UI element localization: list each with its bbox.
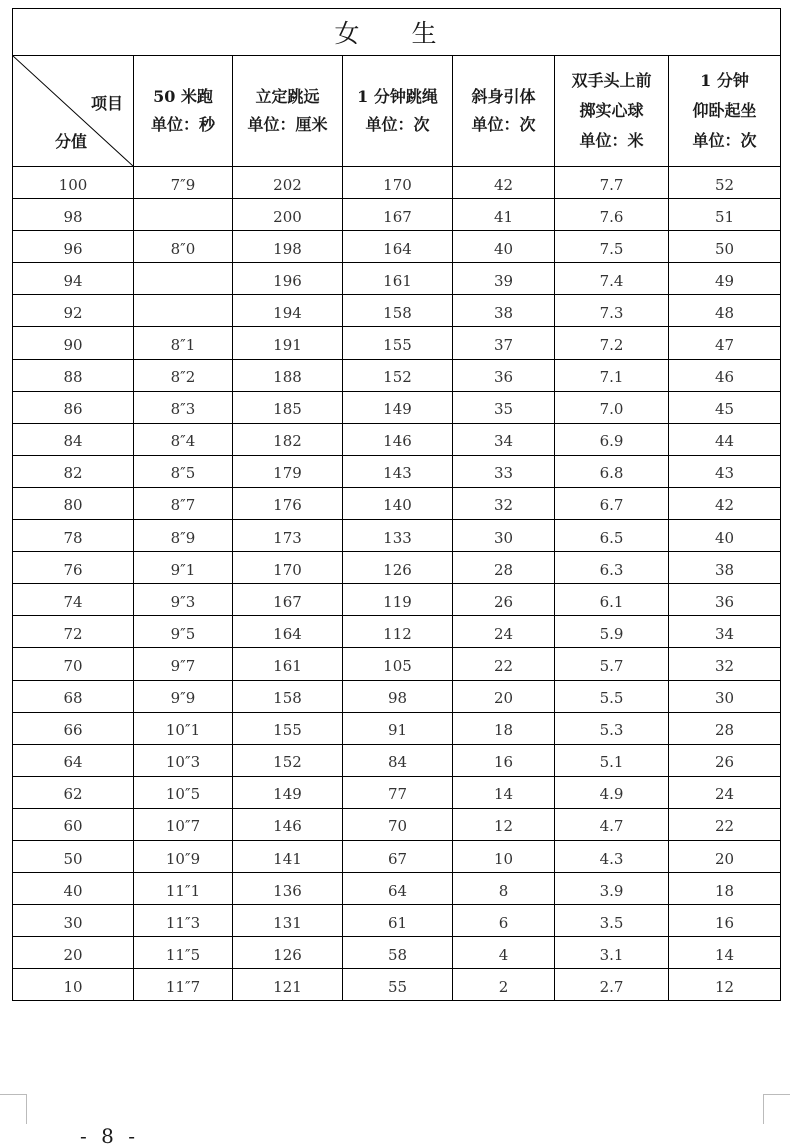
value-cell: 146 [343, 423, 453, 455]
corner-cell [13, 56, 134, 167]
col-situps [669, 56, 781, 167]
value-cell: 33 [453, 455, 555, 487]
header-row [13, 56, 781, 167]
table-row [13, 359, 781, 391]
value-cell: 119 [343, 584, 453, 616]
col-standing-long-jump [233, 56, 343, 167]
page-number: - 8 - [80, 1124, 139, 1148]
table-row [13, 520, 781, 552]
value-cell: 10″5 [134, 776, 233, 808]
value-cell: 131 [233, 905, 343, 937]
value-cell: 14 [669, 937, 781, 969]
table-row [13, 776, 781, 808]
value-cell: 185 [233, 391, 343, 423]
value-cell: 18 [669, 873, 781, 905]
value-cell: 51 [669, 199, 781, 231]
value-cell: 35 [453, 391, 555, 423]
table-row [13, 937, 781, 969]
table-row [13, 744, 781, 776]
table-row [13, 648, 781, 680]
value-cell: 126 [343, 552, 453, 584]
value-cell: 167 [343, 199, 453, 231]
value-cell: 55 [343, 969, 453, 1001]
value-cell: 18 [453, 712, 555, 744]
value-cell: 164 [233, 616, 343, 648]
score-cell: 68 [13, 680, 134, 712]
table-row [13, 231, 781, 263]
score-cell: 40 [13, 873, 134, 905]
table-row [13, 680, 781, 712]
value-cell: 3.9 [555, 873, 669, 905]
value-cell: 6.7 [555, 487, 669, 519]
value-cell: 9″1 [134, 552, 233, 584]
value-cell: 42 [453, 167, 555, 199]
value-cell: 9″5 [134, 616, 233, 648]
value-cell: 7.0 [555, 391, 669, 423]
value-cell: 70 [343, 808, 453, 840]
value-cell: 2 [453, 969, 555, 1001]
value-cell: 36 [453, 359, 555, 391]
score-cell: 76 [13, 552, 134, 584]
value-cell [134, 263, 233, 295]
value-cell: 34 [453, 423, 555, 455]
value-cell: 7.7 [555, 167, 669, 199]
value-cell: 16 [669, 905, 781, 937]
score-cell: 88 [13, 359, 134, 391]
col-unit: 单位：厘米 [247, 115, 328, 134]
value-cell: 176 [233, 487, 343, 519]
col-name-line1: 双手头上前 [571, 71, 652, 90]
col-name-line2: 仰卧起坐 [692, 101, 757, 120]
value-cell [134, 199, 233, 231]
value-cell: 49 [669, 263, 781, 295]
value-cell: 155 [233, 712, 343, 744]
value-cell: 188 [233, 359, 343, 391]
value-cell: 179 [233, 455, 343, 487]
table-row [13, 487, 781, 519]
value-cell: 45 [669, 391, 781, 423]
value-cell: 6.5 [555, 520, 669, 552]
table-row [13, 969, 781, 1001]
table-row [13, 840, 781, 872]
value-cell: 170 [233, 552, 343, 584]
table-row [13, 808, 781, 840]
value-cell: 170 [343, 167, 453, 199]
score-cell: 10 [13, 969, 134, 1001]
col-name: 立定跳远 [255, 87, 320, 106]
value-cell: 149 [233, 776, 343, 808]
value-cell: 43 [669, 455, 781, 487]
value-cell: 40 [669, 520, 781, 552]
value-cell: 136 [233, 873, 343, 905]
crop-mark [763, 1094, 764, 1124]
value-cell: 61 [343, 905, 453, 937]
value-cell: 200 [233, 199, 343, 231]
table-row [13, 584, 781, 616]
value-cell: 12 [453, 808, 555, 840]
value-cell: 155 [343, 327, 453, 359]
value-cell: 8″2 [134, 359, 233, 391]
value-cell: 30 [453, 520, 555, 552]
value-cell: 22 [669, 808, 781, 840]
value-cell: 46 [669, 359, 781, 391]
value-cell: 11″1 [134, 873, 233, 905]
value-cell: 11″5 [134, 937, 233, 969]
value-cell: 28 [453, 552, 555, 584]
value-cell: 8″1 [134, 327, 233, 359]
value-cell: 10″1 [134, 712, 233, 744]
value-cell: 7″9 [134, 167, 233, 199]
value-cell: 164 [343, 231, 453, 263]
value-cell: 105 [343, 648, 453, 680]
col-unit: 单位：次 [471, 115, 536, 134]
value-cell: 161 [233, 648, 343, 680]
value-cell: 152 [233, 744, 343, 776]
value-cell: 20 [453, 680, 555, 712]
value-cell: 8″3 [134, 391, 233, 423]
value-cell: 8″0 [134, 231, 233, 263]
value-cell: 50 [669, 231, 781, 263]
score-cell: 90 [13, 327, 134, 359]
value-cell: 98 [343, 680, 453, 712]
value-cell: 42 [669, 487, 781, 519]
score-cell: 72 [13, 616, 134, 648]
score-cell: 96 [13, 231, 134, 263]
score-cell: 82 [13, 455, 134, 487]
value-cell: 152 [343, 359, 453, 391]
value-cell [134, 295, 233, 327]
value-cell: 7.3 [555, 295, 669, 327]
col-unit: 单位：次 [692, 131, 757, 150]
table-row [13, 616, 781, 648]
value-cell: 32 [669, 648, 781, 680]
score-cell: 78 [13, 520, 134, 552]
col-name: 斜身引体 [471, 87, 536, 106]
value-cell: 8″4 [134, 423, 233, 455]
value-cell: 6.3 [555, 552, 669, 584]
value-cell: 10″9 [134, 840, 233, 872]
value-cell: 4.9 [555, 776, 669, 808]
value-cell: 91 [343, 712, 453, 744]
col-rope-skipping [343, 56, 453, 167]
score-cell: 62 [13, 776, 134, 808]
table-row [13, 167, 781, 199]
value-cell: 146 [233, 808, 343, 840]
value-cell: 6.9 [555, 423, 669, 455]
value-cell: 67 [343, 840, 453, 872]
score-cell: 94 [13, 263, 134, 295]
value-cell: 39 [453, 263, 555, 295]
value-cell: 11″7 [134, 969, 233, 1001]
value-cell: 7.5 [555, 231, 669, 263]
table-row [13, 295, 781, 327]
value-cell: 196 [233, 263, 343, 295]
col-unit: 单位：秒 [150, 115, 215, 134]
value-cell: 5.1 [555, 744, 669, 776]
value-cell: 121 [233, 969, 343, 1001]
crop-mark [26, 1094, 27, 1124]
value-cell: 58 [343, 937, 453, 969]
score-cell: 70 [13, 648, 134, 680]
value-cell: 77 [343, 776, 453, 808]
table-row [13, 327, 781, 359]
table-row [13, 391, 781, 423]
table-row [13, 712, 781, 744]
value-cell: 158 [343, 295, 453, 327]
col-name-line2: 掷实心球 [579, 101, 644, 120]
value-cell: 40 [453, 231, 555, 263]
value-cell: 194 [233, 295, 343, 327]
value-cell: 22 [453, 648, 555, 680]
value-cell: 8″7 [134, 487, 233, 519]
value-cell: 202 [233, 167, 343, 199]
col-50m-run [134, 56, 233, 167]
col-medicine-ball-throw [555, 56, 669, 167]
value-cell: 5.7 [555, 648, 669, 680]
value-cell: 126 [233, 937, 343, 969]
value-cell: 3.1 [555, 937, 669, 969]
value-cell: 8 [453, 873, 555, 905]
col-name: 1 分钟跳绳 [357, 87, 438, 106]
value-cell: 133 [343, 520, 453, 552]
value-cell: 6 [453, 905, 555, 937]
value-cell: 3.5 [555, 905, 669, 937]
value-cell: 84 [343, 744, 453, 776]
corner-item-label: 项目 [90, 94, 123, 113]
value-cell: 38 [669, 552, 781, 584]
value-cell: 5.3 [555, 712, 669, 744]
table-row [13, 455, 781, 487]
value-cell: 143 [343, 455, 453, 487]
value-cell: 28 [669, 712, 781, 744]
value-cell: 5.9 [555, 616, 669, 648]
score-cell: 100 [13, 167, 134, 199]
value-cell: 24 [453, 616, 555, 648]
score-cell: 92 [13, 295, 134, 327]
value-cell: 112 [343, 616, 453, 648]
value-cell: 167 [233, 584, 343, 616]
value-cell: 7.1 [555, 359, 669, 391]
value-cell: 52 [669, 167, 781, 199]
value-cell: 11″3 [134, 905, 233, 937]
value-cell: 198 [233, 231, 343, 263]
value-cell: 10″7 [134, 808, 233, 840]
value-cell: 10″3 [134, 744, 233, 776]
value-cell: 20 [669, 840, 781, 872]
value-cell: 37 [453, 327, 555, 359]
value-cell: 2.7 [555, 969, 669, 1001]
value-cell: 4.3 [555, 840, 669, 872]
col-name: 50 米跑 [153, 87, 213, 106]
value-cell: 30 [669, 680, 781, 712]
value-cell: 158 [233, 680, 343, 712]
score-cell: 84 [13, 423, 134, 455]
value-cell: 34 [669, 616, 781, 648]
value-cell: 5.5 [555, 680, 669, 712]
score-cell: 64 [13, 744, 134, 776]
value-cell: 173 [233, 520, 343, 552]
value-cell: 6.1 [555, 584, 669, 616]
score-cell: 20 [13, 937, 134, 969]
table-row [13, 873, 781, 905]
value-cell: 6.8 [555, 455, 669, 487]
crop-mark [0, 1094, 26, 1095]
score-cell: 98 [13, 199, 134, 231]
table-row [13, 263, 781, 295]
value-cell: 26 [669, 744, 781, 776]
value-cell: 141 [233, 840, 343, 872]
value-cell: 161 [343, 263, 453, 295]
value-cell: 9″9 [134, 680, 233, 712]
value-cell: 41 [453, 199, 555, 231]
value-cell: 10 [453, 840, 555, 872]
value-cell: 7.4 [555, 263, 669, 295]
table-row [13, 905, 781, 937]
crop-mark [763, 1094, 790, 1095]
table-title: 女 生 [13, 9, 781, 56]
value-cell: 140 [343, 487, 453, 519]
value-cell: 24 [669, 776, 781, 808]
score-cell: 80 [13, 487, 134, 519]
table-row [13, 552, 781, 584]
value-cell: 32 [453, 487, 555, 519]
value-cell: 4.7 [555, 808, 669, 840]
col-unit: 单位：米 [579, 131, 644, 150]
value-cell: 7.6 [555, 199, 669, 231]
value-cell: 182 [233, 423, 343, 455]
value-cell: 149 [343, 391, 453, 423]
value-cell: 9″7 [134, 648, 233, 680]
score-cell: 50 [13, 840, 134, 872]
value-cell: 14 [453, 776, 555, 808]
value-cell: 8″9 [134, 520, 233, 552]
score-table [12, 8, 781, 1001]
score-cell: 74 [13, 584, 134, 616]
col-inclined-pullup [453, 56, 555, 167]
value-cell: 8″5 [134, 455, 233, 487]
value-cell: 9″3 [134, 584, 233, 616]
value-cell: 38 [453, 295, 555, 327]
col-name-line1: 1 分钟 [700, 71, 749, 90]
value-cell: 64 [343, 873, 453, 905]
value-cell: 191 [233, 327, 343, 359]
value-cell: 36 [669, 584, 781, 616]
table-row [13, 423, 781, 455]
value-cell: 48 [669, 295, 781, 327]
table-body [13, 167, 781, 1001]
value-cell: 4 [453, 937, 555, 969]
value-cell: 26 [453, 584, 555, 616]
table-row [13, 199, 781, 231]
value-cell: 44 [669, 423, 781, 455]
value-cell: 47 [669, 327, 781, 359]
value-cell: 16 [453, 744, 555, 776]
value-cell: 12 [669, 969, 781, 1001]
score-cell: 60 [13, 808, 134, 840]
col-unit: 单位：次 [365, 115, 430, 134]
corner-score-label: 分值 [55, 132, 88, 151]
score-cell: 86 [13, 391, 134, 423]
score-cell: 66 [13, 712, 134, 744]
score-cell: 30 [13, 905, 134, 937]
value-cell: 7.2 [555, 327, 669, 359]
